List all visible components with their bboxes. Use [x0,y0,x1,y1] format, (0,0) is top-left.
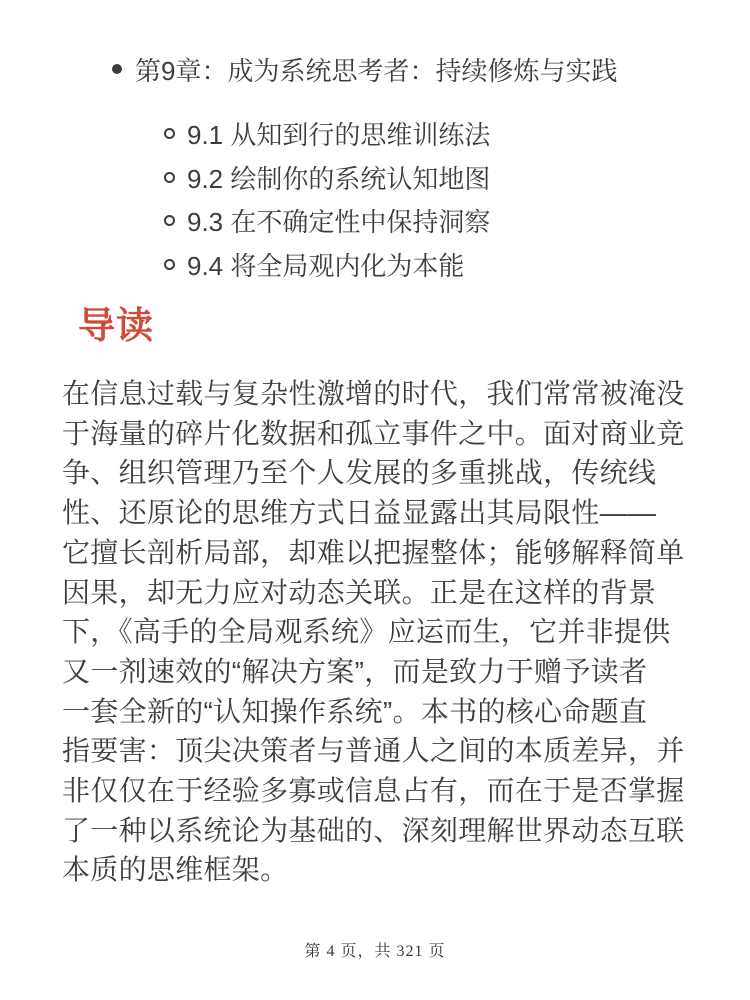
toc-section-label: 9.4 将全局观内化为本能 [187,250,465,281]
toc-chapter-label: 第9章：成为系统思考者：持续修炼与实践 [135,55,618,86]
guide-paragraph [62,374,722,890]
toc-section-item [164,112,490,156]
toc-section-label: 9.2 绘制你的系统认知地图 [187,163,491,194]
bullet-circle-icon [164,259,175,270]
guide-heading: 导读 [78,305,154,346]
paragraph-line: 指要害：顶尖决策者与普通人之间的本质差异，并 [62,735,685,767]
paragraph-line: 一套全新的“认知操作系统”。本书的核心命题直 [62,695,648,727]
paragraph-line: 又一剂速效的“解决方案”，而是致力于赠予读者 [62,655,648,687]
paragraph-line: 因果，却无力应对动态关联。正是在这样的背景 [62,576,657,608]
paragraph-line: 它擅长剖析局部，却难以把握整体；能够解释简单 [62,536,685,568]
toc-section-label: 9.1 从知到行的思维训练法 [187,120,491,151]
paragraph-line: 于海量的碎片化数据和孤立事件之中。面对商业竞 [62,417,685,449]
paragraph-line: 性、还原论的思维方式日益显露出其局限性—— [62,497,657,529]
toc-section-list [164,112,490,286]
bullet-circle-icon [164,128,175,139]
bullet-circle-icon [164,172,175,183]
paragraph-line: 本质的思维框架。 [62,854,289,886]
toc-section-label: 9.3 在不确定性中保持洞察 [187,207,491,238]
paragraph-line: 非仅仅在于经验多寡或信息占有，而在于是否掌握 [62,775,685,807]
page-number-indicator: 第 4 页，共 321 页 [304,943,446,960]
toc-chapter-item [112,52,617,86]
bullet-disc-icon [112,64,122,74]
paragraph-line: 下，《高手的全局观系统》应运而生，它并非提供 [62,616,671,648]
toc-section-item [164,243,490,287]
paragraph-line: 在信息过载与复杂性激增的时代，我们常常被淹没 [62,378,685,409]
bullet-circle-icon [164,215,175,226]
toc-section-item [164,199,490,243]
paragraph-line: 了一种以系统论为基础的、深刻理解世界动态互联 [62,814,685,846]
toc-section-item [164,156,490,200]
paragraph-line: 争、组织管理乃至个人发展的多重挑战，传统线 [62,457,657,489]
